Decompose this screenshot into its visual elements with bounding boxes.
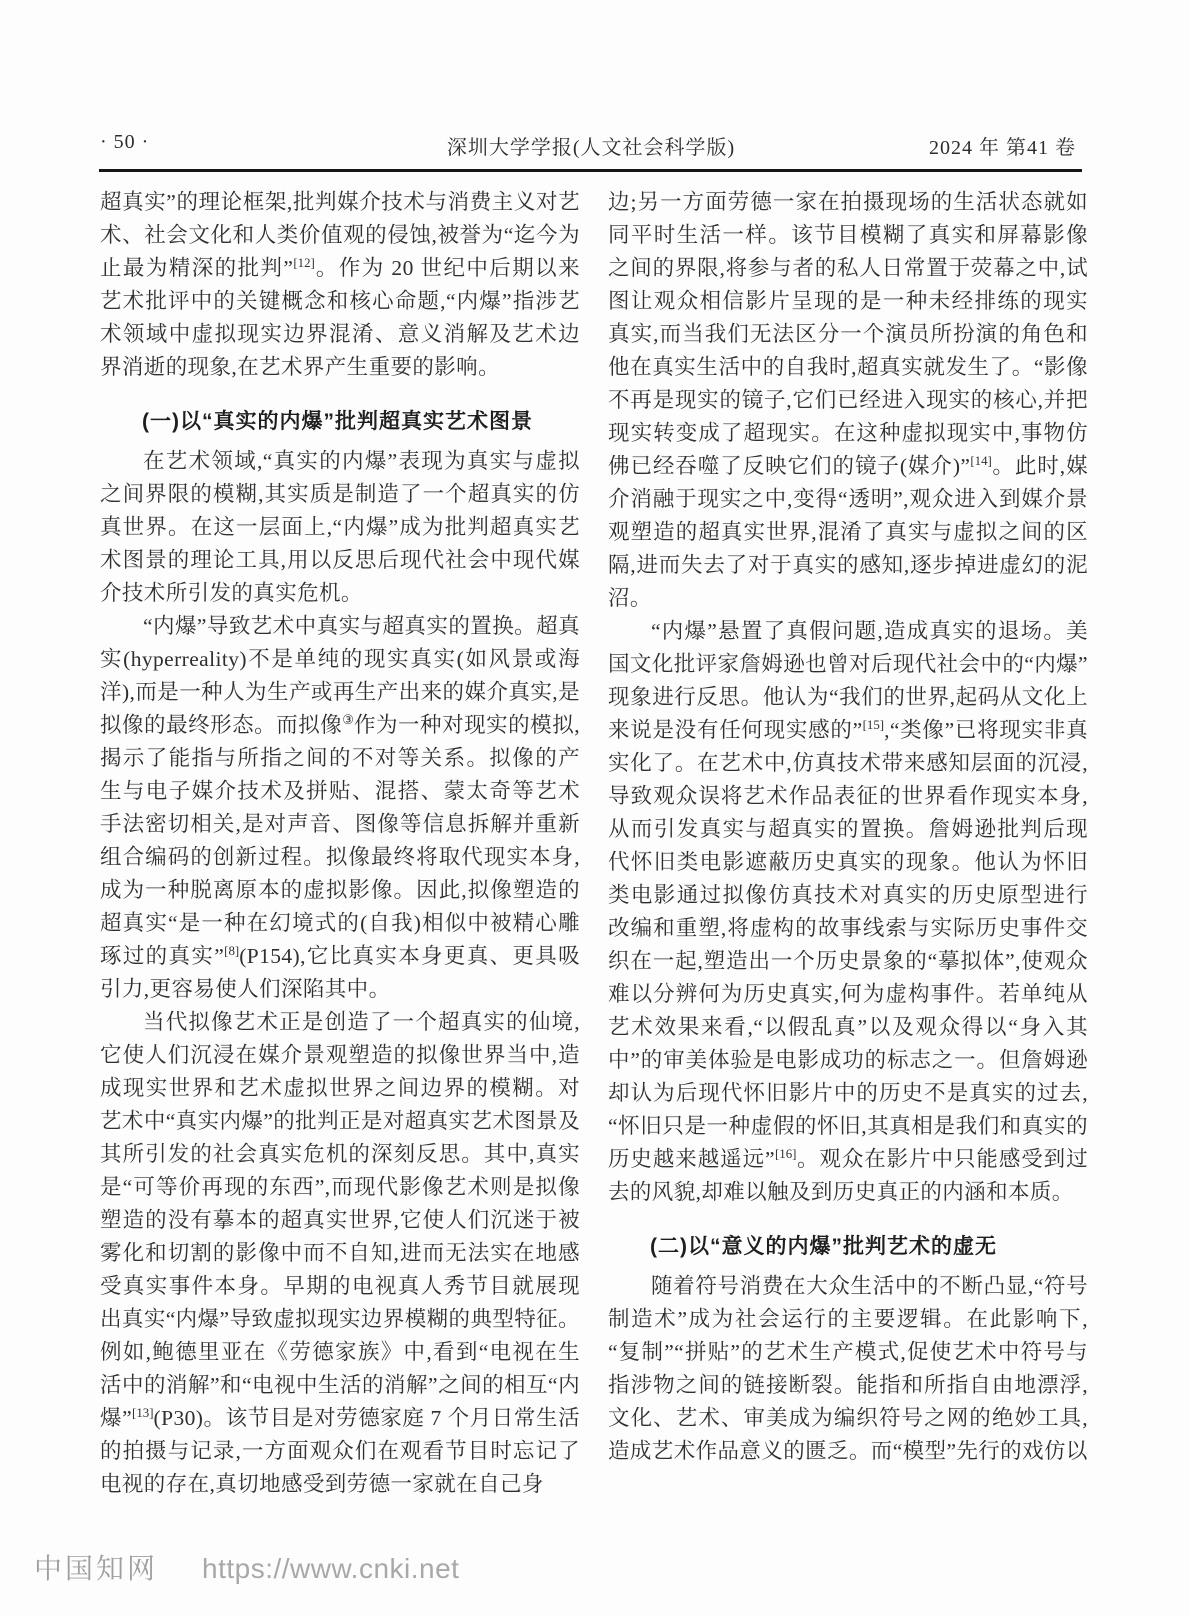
paragraph: 当代拟像艺术正是创造了一个超真实的仙境,它使人们沉浸在媒介景观塑造的拟像世界当中,造成现实世界和艺术虚拟世界之间边界的模糊。对艺术中“真实内爆”的批判正是对超真实艺术图景及其所引发的社会真实危机的深刻反思。其中,真实是“可等价再现的东西”,而现代影像艺术则是拟像塑造的没有摹本的超真实世界,它使人们沉迷于被雾化和切割的影像中而不自知,进而无法实在地感受真实事件本身。早期的电视真人秀节目就展现出真实“内爆”导致虚拟现实边界模糊的典型特征。例如,鲍德里亚在《劳德家族》中,看到“电视在生活中的消解”和“电视中生活的消解”之间的相互“内爆”[13](P30)。该节目是对劳德家庭 7 个月日常生活的拍摄与记录,一方面观众们在观看节目时忘记了电视的存在,真切地感受到劳德一家就在自己身: [100, 1010, 580, 1496]
cnki-url-text: https://www.cnki.net: [202, 1553, 460, 1584]
page-number: · 50 ·: [100, 131, 150, 153]
paragraph: 在艺术领域,“真实的内爆”表现为真实与虚拟之间界限的模糊,其实质是制造了一个超真实的仿真世界。在这一层面上,“内爆”成为批判超真实艺术图景的理论工具,用以反思后现代社会中现代媒介技术所引发的真实危机。: [100, 449, 580, 605]
article-body: [100, 186, 1088, 1501]
paragraph: “内爆”悬置了真假问题,造成真实的退场。美国文化批评家詹姆逊也曾对后现代社会中的“内爆”现象进行反思。他认为“我们的世界,起码从文化上来说是没有任何现实感的”[15],“类像”已将现实非真实化了。在艺术中,仿真技术带来感知层面的沉浸,导致观众误将艺术作品表征的世界看作现实本身,从而引发真实与超真实的置换。詹姆逊批判后现代怀旧类电影遮蔽历史真实的现象。他认为怀旧类电影通过拟像仿真技术对真实的历史原型进行改编和重塑,将虚构的故事线索与实际历史事件交织在一起,塑造出一个历史景象的“摹拟体”,使观众难以分辨何为历史真实,何为虚构事件。若单纯从艺术效果来看,“以假乱真”以及观众得以“身入其中”的审美体验是电影成功的标志之一。但詹姆逊却认为后现代怀旧影片中的历史不是真实的过去,“怀旧只是一种虚假的怀旧,其真相是我们和真实的历史越来越遥远”[16]。观众在影片中只能感受到过去的风貌,却难以触及到历史真正的内涵和本质。: [608, 619, 1089, 1204]
paragraph-continued: 边;另一方面劳德一家在拍摄现场的生活状态就如同平时生活一样。该节目模糊了真实和屏幕影像之间的界限,将参与者的私人日常置于荧幕之中,试图让观众相信影片呈现的是一种未经排练的现实真实,而当我们无法区分一个演员所扮演的角色和他在真实生活中的自我时,超真实就发生了。“影像不再是现实的镜子,它们已经进入现实的核心,并把现实转变成了超现实。在这种虚拟现实中,事物仿佛已经吞噬了反映它们的镜子(媒介)”[14]。此时,媒介消融于现实之中,变得“透明”,观众进入到媒介景观塑造的超真实世界,混淆了真实与虚拟之间的区隔,进而失去了对于真实的感知,逐步掉进虚幻的泥沼。: [608, 190, 1088, 610]
section-heading-1: (一)以“真实的内爆”批判超真实艺术图景: [142, 410, 533, 433]
cnki-logo-text: 中国知网: [34, 1553, 159, 1584]
right-column: [608, 186, 1088, 1501]
paragraph-continued: 超真实”的理论框架,批判媒介技术与消费主义对艺术、社会文化和人类价值观的侵蚀,被誉为“迄今为止最为精深的批判”[12]。作为 20 世纪中后期以来艺术批评中的关键概念和核心命题,“内爆”指涉艺术领域中虚拟现实边界混淆、意义消解及艺术边界消逝的现象,在艺术界产生重要的影响。: [100, 190, 580, 379]
issue-info: 2024 年 第41 卷: [929, 137, 1076, 159]
page-header: [100, 131, 1082, 157]
section-heading-2: (二)以“意义的内爆”批判艺术的虚无: [650, 1235, 997, 1258]
left-column: [100, 186, 580, 1501]
header-divider: [99, 169, 1082, 172]
cnki-watermark: [34, 1547, 459, 1587]
journal-title: 深圳大学学报(人文社会科学版): [446, 137, 736, 159]
paragraph: “内爆”导致艺术中真实与超真实的置换。超真实(hyperreality)不是单纯的现实真实(如风景或海洋),而是一种人为生产或再生产出来的媒介真实,是拟像的最终形态。而拟像③作为一种对现实的模拟,揭示了能指与所指之间的不对等关系。拟像的产生与电子媒介技术及拼贴、混搭、蒙太奇等艺术手法密切相关,是对声音、图像等信息拆解并重新组合编码的创新过程。拟像最终将取代现实本身,成为一种脱离原本的虚拟影像。因此,拟像塑造的超真实“是一种在幻境式的(自我)相似中被精心雕琢过的真实”[8](P154),它比真实本身更真、更具吸引力,更容易使人们深陷其中。: [100, 614, 580, 1001]
paragraph: 随着符号消费在大众生活中的不断凸显,“符号制造术”成为社会运行的主要逻辑。在此影响下,“复制”“拼贴”的艺术生产模式,促使艺术中符号与指涉物之间的链接断裂。能指和所指自由地漂浮,文化、艺术、审美成为编织符号之网的绝妙工具,造成艺术作品意义的匮乏。而“模型”先行的戏仿以: [608, 1274, 1088, 1463]
